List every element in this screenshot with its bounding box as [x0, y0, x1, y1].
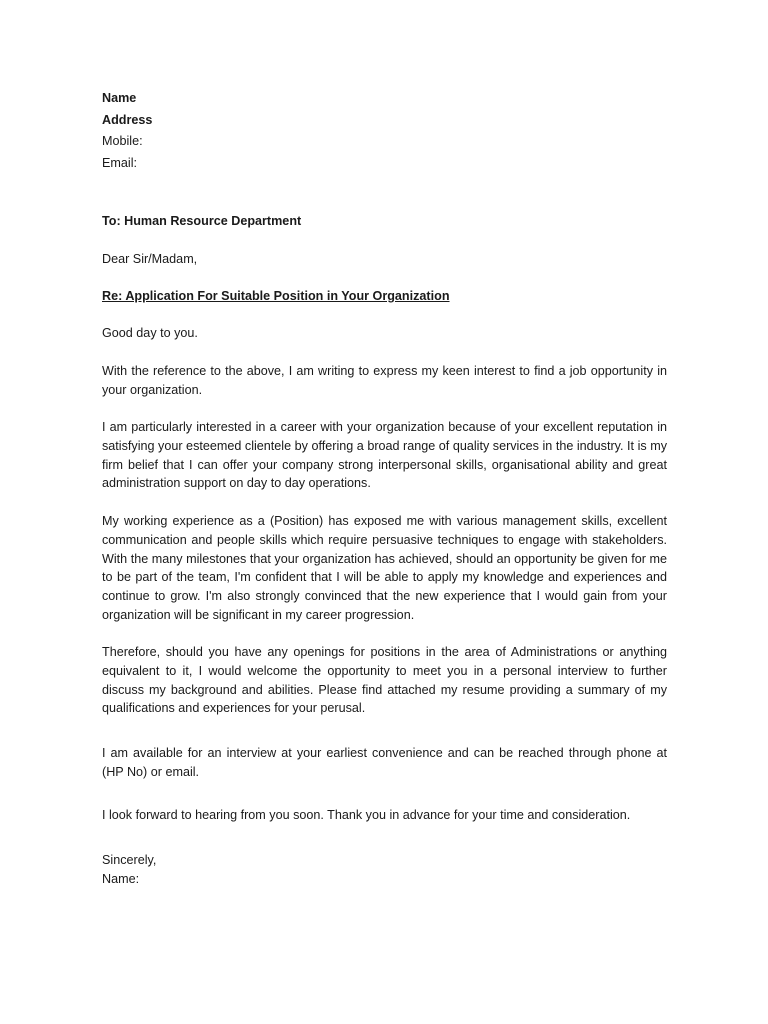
- sender-email: Email:: [102, 156, 137, 170]
- paragraph-openings: Therefore, should you have any openings for positions in the area of Administrations or anything equivalent to it, I would welcome the opportunity to meet you in a personal interview to further discuss my background and abilities. Please find attached my resume providing a summary of my qualifications and experiences for your perusal.: [102, 645, 667, 716]
- recipient-line: To: Human Resource Department: [102, 214, 302, 228]
- sender-address: Address: [102, 113, 153, 127]
- salutation: Dear Sir/Madam,: [102, 252, 198, 266]
- signature-name: Name:: [102, 872, 140, 886]
- paragraph-interest: With the reference to the above, I am writing to express my keen interest to find a job opportunity in your organization.: [102, 364, 667, 397]
- sender-mobile: Mobile:: [102, 134, 143, 148]
- greeting: Good day to you.: [102, 326, 198, 340]
- paragraph-reasons: I am particularly interested in a career with your organization because of your excellent reputation in satisfying your esteemed clientele by offering a broad range of quality services in the industry. It is my firm belief that I can offer your company strong interpersonal skills, organisational ability and great administration support on day to day operations.: [102, 420, 667, 491]
- subject-line: Re: Application For Suitable Position in Your Organization: [102, 289, 450, 303]
- paragraph-availability: I am available for an interview at your earliest convenience and can be reached through phone at (HP No) or email.: [102, 746, 667, 779]
- valediction: Sincerely,: [102, 853, 157, 867]
- sender-name: Name: [102, 91, 137, 105]
- paragraph-closing-remarks: I look forward to hearing from you soon. Thank you in advance for your time and consideration.: [102, 808, 631, 822]
- paragraph-experience: My working experience as a (Position) has exposed me with various management skills, excellent communication and people skills which require persuasive techniques to engage with stakeholders. With the many milestones that your organization has achieved, should an opportunity be given for me to be part of the team, I'm confident that I will be able to apply my knowledge and experiences and continue to grow. I'm also strongly convinced that the new experience that I would gain from your organization will be significant in my career progression.: [102, 514, 667, 622]
